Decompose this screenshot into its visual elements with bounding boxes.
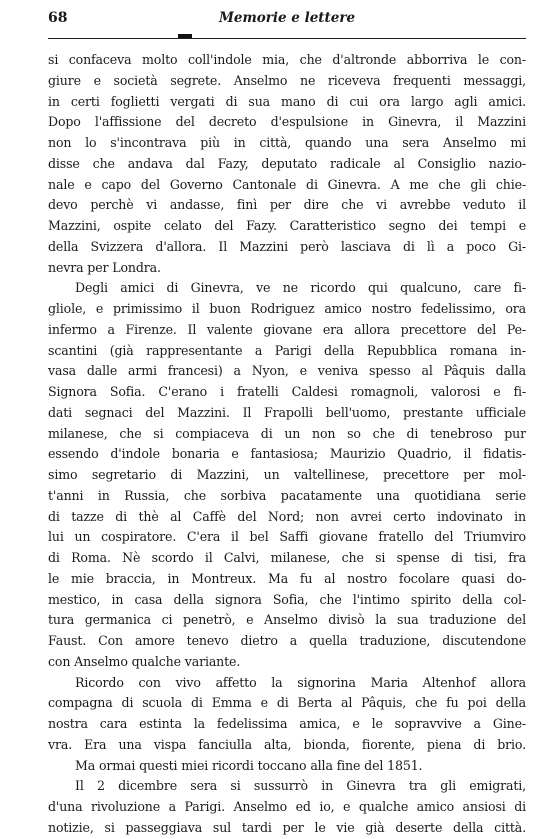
text-line: in certi foglietti vergati di sua mano di cui ora largo agli amici. [48, 93, 526, 109]
text-line: Ricordo con vivo affetto la signorina Maria Altenhof allora [75, 674, 526, 690]
text-line: Degli amici di Ginevra, ve ne ricordo qui qualcuno, care fi- [75, 280, 526, 296]
text-line: nale e capo del Governo Cantonale di Ginevra. A me che gli chie- [48, 176, 526, 192]
text-line: milanese, che si compiaceva di un non so che di tenebroso pur [48, 425, 526, 441]
text-line: Faust. Con amore tenevo dietro a quella traduzione, discutendone [48, 633, 526, 648]
text-line: nostra cara estinta la fedelissima amica, e le sopravvive a Gine- [48, 716, 526, 731]
text-line: devo perchè vi andasse, finì per dire che vi avrebbe veduto il [48, 197, 526, 213]
text-line: Ma ormai questi miei ricordi toccano alla fine del 1851. [75, 757, 423, 773]
text-line: mestico, in casa della signora Sofia, che l'intimo spirito della col- [48, 591, 526, 607]
text-line: vasa dalle armi francesi) a Nyon, e veniva spesso al Pâquis dalla [48, 363, 526, 379]
text-line: d'una rivoluzione a Parigi. Anselmo ed io, e qualche amico ansiosi di [48, 799, 526, 814]
text-line: vra. Era una vispa fanciulla alta, bionda, fiorente, piena di brio. [48, 736, 526, 752]
header-rule [48, 38, 526, 39]
text-line: gliole, e primissimo il buon Rodriguez amico nostro fedelissimo, ora [48, 301, 526, 316]
text-line: con Anselmo qualche variante. [48, 653, 241, 669]
text-line: si confaceva molto coll'indole mia, che d'altronde abborriva le con- [48, 52, 526, 67]
page-header [48, 8, 526, 30]
text-line: disse che andava dal Fazy, deputato radicale al Consiglio nazio- [48, 155, 526, 171]
text-line: Dopo l'affissione del decreto d'espulsione in Ginevra, il Mazzini [48, 114, 526, 130]
body-text [48, 50, 526, 839]
text-line: della Svizzera d'allora. Il Mazzini però lasciava di lì a poco Gi- [48, 238, 526, 254]
text-line: Il 2 dicembre sera si sussurrò in Ginevra tra gli emigrati, [75, 778, 526, 794]
text-line: non lo s'incontrava più in città, quando una sera Anselmo mi [48, 135, 526, 150]
text-line: essendo d'indole bonaria e fantasiosa; Maurizio Quadrio, il fidatis- [48, 446, 526, 462]
text-line: Signora Sofia. C'erano i fratelli Caldesi romagnoli, valorosi e fi- [48, 384, 526, 399]
text-line: Mazzini, ospite celato del Fazy. Caratteristico segno dei tempi e [48, 218, 526, 233]
text-line: simo segretario di Mazzini, un valtellinese, precettore per mol- [48, 467, 526, 482]
text-line: notizie, si passeggiava sul tardi per le vie già deserte della città. [48, 819, 526, 835]
text-line: t'anni in Russia, che sorbiva pacatamente una quotidiana serie [48, 487, 526, 503]
text-line: lui un cospiratore. C'era il bel Saffi giovane fratello del Triumviro [48, 529, 526, 545]
text-line: infermo a Firenze. Il valente giovane era allora precettore del Pe- [48, 321, 526, 337]
text-line: dati segnaci del Mazzini. Il Frapolli bell'uomo, prestante ufficiale [48, 404, 526, 420]
text-line: le mie braccia, in Montreux. Ma fu al nostro focolare quasi do- [48, 570, 526, 586]
text-line: giure e società segrete. Anselmo ne riceveva frequenti messaggi, [48, 72, 526, 88]
text-line: compagna di scuola di Emma e di Berta al Pâquis, che fu poi della [48, 695, 526, 711]
running-title: Memorie e lettere [218, 10, 356, 26]
text-line: tura germanica ci penetrò, e Anselmo divisò la sua traduzione del [48, 612, 526, 628]
text-line: di tazze di thè al Caffè del Nord; non avrei certo indovinato in [48, 508, 526, 524]
ink-mark [178, 34, 192, 38]
text-line: di Roma. Nè scordo il Calvi, milanese, che si spense di tisi, fra [48, 550, 526, 565]
page-number: 68 [48, 10, 68, 26]
text-line: scantini (già rappresentante a Parigi della Repubblica romana in- [48, 342, 526, 358]
text-line: nevra per Londra. [48, 259, 161, 275]
